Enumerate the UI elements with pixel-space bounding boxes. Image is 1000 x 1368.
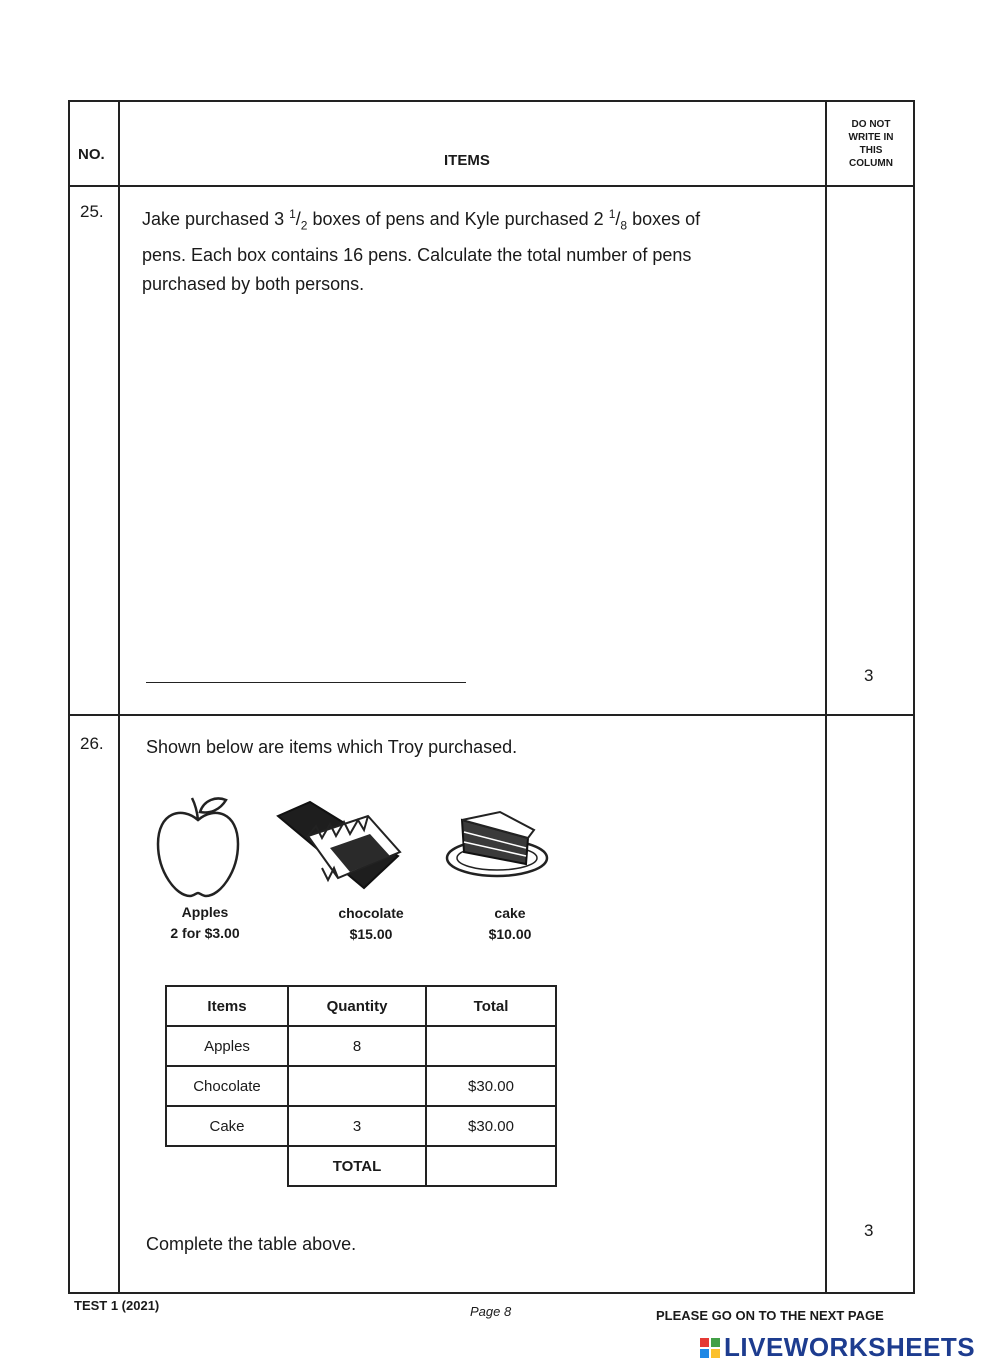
question-divider	[68, 714, 915, 716]
item-cell: Chocolate	[166, 1066, 288, 1106]
table-total-row	[166, 1146, 556, 1186]
item-label-chocolate	[312, 903, 430, 945]
logo-grid-icon	[700, 1338, 720, 1358]
col-divider-2	[825, 100, 827, 1294]
footer-next-page: PLEASE GO ON TO THE NEXT PAGE	[656, 1308, 884, 1323]
header-items: ITEMS	[444, 152, 490, 169]
cake-slice-icon	[444, 808, 550, 880]
item-price: $10.00	[488, 926, 532, 942]
q25-text	[142, 200, 812, 299]
total-label-cell: TOTAL	[288, 1146, 426, 1186]
q26-instruction: Complete the table above.	[146, 1234, 357, 1254]
frame-top	[68, 100, 915, 102]
purchase-table	[165, 985, 557, 1187]
q25-number: 25.	[80, 202, 104, 221]
total-cell[interactable]: $30.00	[426, 1066, 556, 1106]
liveworksheets-logo	[700, 1332, 975, 1363]
header-marks-line: THIS	[859, 145, 883, 156]
q25-line-2: pens. Each box contains 16 pens. Calculate the total number of pens	[142, 244, 692, 265]
footer-test-label: TEST 1 (2021)	[74, 1298, 160, 1313]
table-header-cell: Total	[426, 986, 556, 1026]
header-marks-line: DO NOT	[851, 119, 891, 130]
item-label-apples	[150, 902, 260, 944]
q25-answer-line[interactable]	[146, 682, 466, 683]
q25-line-1: Jake purchased 3 $^1/_2$ boxes of pens and Kyle purchased 2 $^1/_8$ boxes of	[142, 207, 701, 233]
table-row	[166, 1026, 556, 1066]
grand-total-cell[interactable]	[426, 1146, 556, 1186]
total-cell[interactable]	[426, 1026, 556, 1066]
item-name: chocolate	[338, 905, 404, 921]
header-divider	[68, 185, 915, 187]
header-marks-line: COLUMN	[849, 158, 893, 169]
item-price: $15.00	[349, 926, 393, 942]
table-row	[166, 1106, 556, 1146]
table-header-cell: Quantity	[288, 986, 426, 1026]
empty-cell	[166, 1146, 288, 1186]
chocolate-bar-icon	[272, 796, 407, 896]
table-header-row	[166, 986, 556, 1026]
header-marks-column	[830, 118, 912, 170]
item-cell: Cake	[166, 1106, 288, 1146]
item-name: Apples	[181, 904, 229, 920]
footer-page-number: Page 8	[470, 1304, 512, 1319]
quantity-cell[interactable]	[288, 1066, 426, 1106]
item-price: 2 for $3.00	[170, 925, 240, 941]
header-no: NO.	[78, 146, 105, 163]
q26-number: 26.	[80, 734, 104, 753]
apple-icon	[152, 792, 244, 904]
frame-right	[913, 100, 915, 1294]
q26-marks: 3	[864, 1221, 874, 1240]
header-marks-line: WRITE IN	[848, 132, 894, 143]
q25-line-3: purchased by both persons.	[142, 273, 365, 294]
frame-bottom	[68, 1292, 915, 1294]
frame-left	[68, 100, 70, 1294]
item-name: cake	[494, 905, 526, 921]
q25-marks: 3	[864, 666, 874, 685]
col-divider-1	[118, 100, 120, 1294]
item-label-cake	[460, 903, 560, 945]
quantity-cell[interactable]: 3	[288, 1106, 426, 1146]
q26-intro: Shown below are items which Troy purchased.	[146, 737, 518, 757]
table-row	[166, 1066, 556, 1106]
table-header-cell: Items	[166, 986, 288, 1026]
logo-text: LIVEWORKSHEETS	[724, 1332, 976, 1362]
total-cell[interactable]: $30.00	[426, 1106, 556, 1146]
item-cell: Apples	[166, 1026, 288, 1066]
quantity-cell[interactable]: 8	[288, 1026, 426, 1066]
